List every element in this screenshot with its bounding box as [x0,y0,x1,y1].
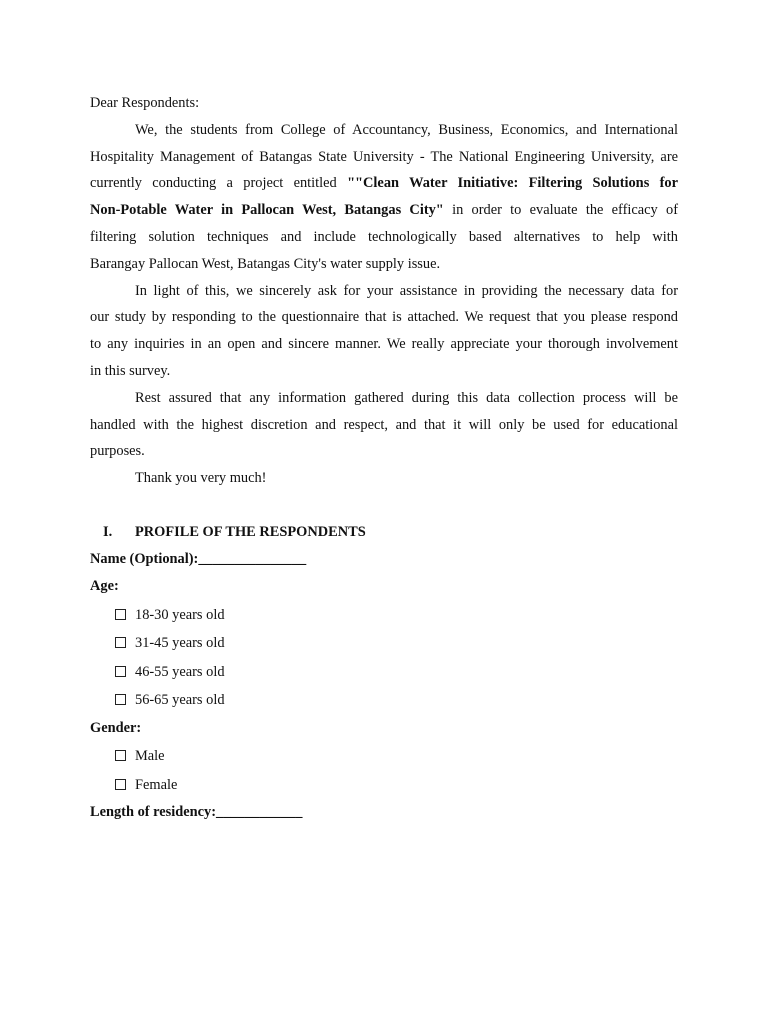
salutation: Dear Respondents: [90,95,200,111]
age-option-46-55[interactable] [90,658,678,687]
section-numeral: I. [103,523,113,540]
option-label: Male [135,748,165,765]
option-label: 56-65 years old [135,692,225,709]
gender-option-female[interactable] [90,771,678,800]
name-field[interactable]: Name (Optional):_______________ [90,550,307,567]
paragraph-line: our study by responding to the questionnaire that is attached. We request that you please respond [90,309,678,326]
checkbox-icon[interactable] [115,779,126,790]
section-title: PROFILE OF THE RESPONDENTS [135,523,366,540]
paragraph-text: currently conducting a project entitled [90,175,348,192]
paragraph-line: purposes. [90,443,145,460]
checkbox-icon[interactable] [115,750,126,761]
option-label: Female [135,776,178,793]
age-option-31-45[interactable] [90,629,678,658]
paragraph-line: Hospitality Management of Batangas State University - The National Engineering University, are [90,148,678,165]
intro-paragraph [90,117,678,278]
option-label: 31-45 years old [135,635,225,652]
paragraph-line: Rest assured that any information gathered during this data collection process will be [135,389,678,406]
checkbox-icon[interactable] [115,637,126,648]
checkbox-icon[interactable] [115,609,126,620]
assurance-paragraph [90,385,678,465]
closing-line: Thank you very much! [135,470,267,487]
option-label: 18-30 years old [135,606,225,623]
checkbox-icon[interactable] [115,666,126,677]
paragraph-line [90,197,678,224]
option-label: 46-55 years old [135,663,225,680]
paragraph-line: In light of this, we sincerely ask for your assistance in providing the necessary data for [135,282,678,299]
gender-option-male[interactable] [90,742,678,771]
project-title-part2: Non-Potable Water in Pallocan West, Batangas City" [90,202,444,219]
paragraph-text: in order to evaluate the efficacy of [443,202,678,219]
document-page [90,90,678,827]
gender-label: Gender: [90,719,142,736]
paragraph-line: in this survey. [90,362,171,379]
residency-field[interactable]: Length of residency:____________ [90,804,303,821]
age-option-56-65[interactable] [90,686,678,715]
age-label: Age: [90,578,119,595]
age-option-18-30[interactable] [90,601,678,630]
paragraph-line [90,170,678,197]
paragraph-line: to any inquiries in an open and sincere manner. We really appreciate your thorough involvement [90,336,678,353]
checkbox-icon[interactable] [115,694,126,705]
section-heading [90,518,678,546]
paragraph-line: handled with the highest discretion and respect, and that it will only be used for educational [90,416,678,433]
project-title-part1: ""Clean Water Initiative: Filtering Solutions for [347,175,678,192]
paragraph-line: We, the students from College of Accountancy, Business, Economics, and International [135,121,678,138]
request-paragraph [90,278,678,385]
paragraph-line: filtering solution techniques and include technologically based alternatives to help with [90,228,678,245]
paragraph-line: Barangay Pallocan West, Batangas City's water supply issue. [90,255,441,272]
